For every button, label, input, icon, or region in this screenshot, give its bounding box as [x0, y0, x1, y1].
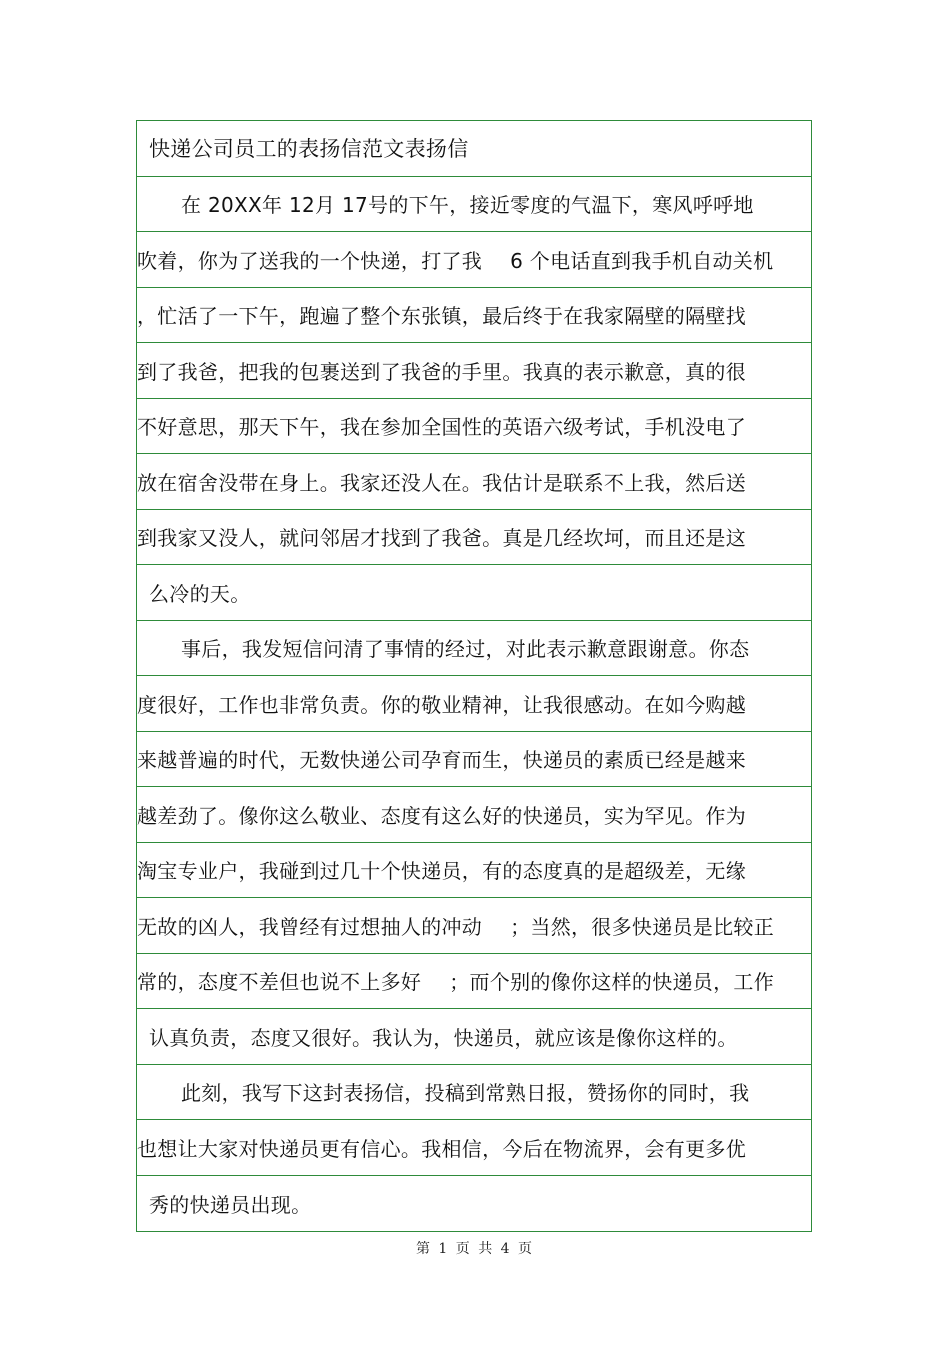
- text-row: [137, 787, 811, 843]
- page-number-footer: 第 1 页 共 4 页: [415, 1241, 535, 1257]
- text-row: [137, 1065, 811, 1121]
- text-line: 6 个电话直到我手机自动关机: [510, 248, 774, 273]
- text-row: [137, 621, 811, 677]
- text-row: [137, 343, 811, 399]
- text-line: 在 20XX年 12月 17号的下午，接近零度的气温下，寒风呼呼地: [181, 193, 754, 218]
- text-line: 度很好，工作也非常负责。你的敬业精神，让我很感动。在如今购越: [137, 692, 746, 717]
- text-row: [137, 732, 811, 788]
- text-line: 常的，态度不差但也说不上多好: [137, 970, 422, 995]
- text-line: 认真负责，态度又很好。我认为，快递员，就应该是像你这样的。: [149, 1025, 738, 1050]
- text-row: [137, 1120, 811, 1176]
- text-line: 也想让大家对快递员更有信心。我相信，今后在物流界，会有更多优: [137, 1136, 746, 1161]
- text-line: ，忙活了一下午，跑遍了整个东张镇，最后终于在我家隔壁的隔壁找: [137, 304, 746, 329]
- text-line: 到我家又没人，就问邻居才找到了我爸。真是几经坎坷，而且还是这: [137, 526, 746, 551]
- document-title-row: [137, 121, 811, 177]
- text-row: [137, 288, 811, 344]
- letter-table: [136, 120, 812, 1232]
- text-row: [137, 565, 811, 621]
- text-row: [137, 1176, 811, 1232]
- text-row: [137, 898, 811, 954]
- text-line: 事后，我发短信问清了事情的经过，对此表示歉意跟谢意。你态: [181, 637, 750, 662]
- text-row: [137, 399, 811, 455]
- text-row: [137, 232, 811, 288]
- text-line: 此刻，我写下这封表扬信，投稿到常熟日报，赞扬你的同时，我: [181, 1081, 750, 1106]
- text-line: 秀的快递员出现。: [149, 1192, 312, 1217]
- text-line: 到了我爸，把我的包裹送到了我爸的手里。我真的表示歉意，真的很: [137, 359, 746, 384]
- text-line: 淘宝专业户，我碰到过几十个快递员，有的态度真的是超级差，无缘: [137, 859, 746, 884]
- text-row: [137, 954, 811, 1010]
- text-line: 不好意思，那天下午，我在参加全国性的英语六级考试，手机没电了: [137, 415, 746, 440]
- text-row: [137, 843, 811, 899]
- text-line: 么冷的天。: [149, 581, 251, 606]
- text-row: [137, 676, 811, 732]
- text-line: 无故的凶人，我曾经有过想抽人的冲动: [137, 914, 483, 939]
- text-row: [137, 454, 811, 510]
- text-row: [137, 177, 811, 233]
- text-line: 越差劲了。像你这么敬业、态度有这么好的快递员，实为罕见。作为: [137, 803, 746, 828]
- document-title: 快递公司员工的表扬信范文表扬信: [149, 137, 469, 162]
- text-line: 放在宿舍没带在身上。我家还没人在。我估计是联系不上我，然后送: [137, 470, 746, 495]
- text-line: ；当然，很多快递员是比较正: [510, 914, 775, 939]
- text-line: 来越普遍的时代，无数快递公司孕育而生，快递员的素质已经是越来: [137, 748, 746, 773]
- text-row: [137, 1009, 811, 1065]
- text-line: 吹着，你为了送我的一个快递，打了我: [137, 248, 483, 273]
- text-row: [137, 510, 811, 566]
- text-line: ；而个别的像你这样的快递员，工作: [449, 970, 775, 995]
